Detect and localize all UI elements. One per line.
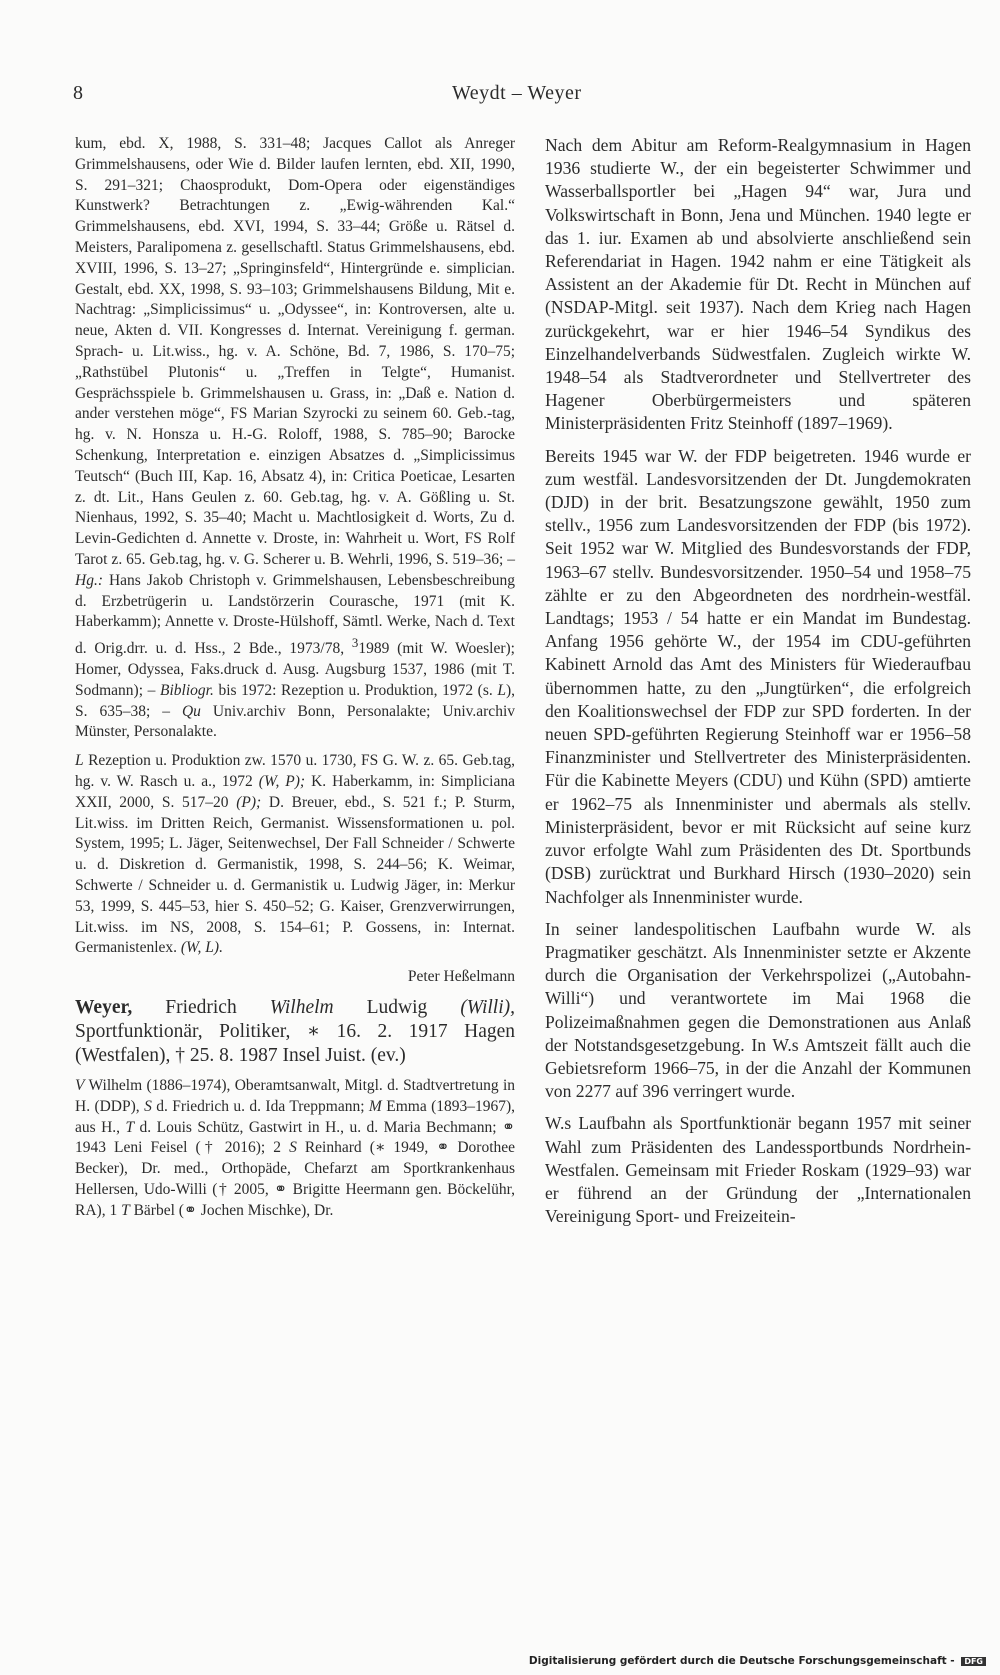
hg-text-continued: 1989 (mit W. Woesler); Homer, Odyssea, Faks.druck d. Ausg. Augsburg 1537, 1986 (mit T. Sodmann); – [75,640,515,699]
entry-given-3: Ludwig [366,997,428,1019]
lit-text-1: Rezeption u. Produktion zw. 1570 u. 1730, FS G. W. z. 65. Geb.tag, hg. v. W. Rasch u. a., 1972 [75,752,515,791]
left-column [75,134,515,1230]
gen-v: V [75,1077,85,1095]
right-column [545,134,971,1237]
lit-wp-ref: (W, P); [258,773,306,791]
body-paragraph: In seiner landespolitischen Laufbahn wurde W. als Pragmatiker geschätzt. Als Innenminister setzte er Akzente durch die Organisation der Verkehrspolizei („Autobahn-Willi“) und verantwortete im Mai 1968 die Polizeimaßnahmen gegen die Demonstrationen aus Anlaß der Notstandsgesetzgebung. In W.s Amtszeit fällt auch die Gebietsreform 1966–75, in der die Anzahl der Kommunen von 2277 auf 396 verringert wurde. [545,918,971,1102]
qu-text: Univ.archiv Bonn, Personalakte; Univ.archiv Münster, Personalakte. [75,702,515,741]
literature-paragraph [75,751,515,959]
gen-s: S [144,1097,152,1115]
hg-label: Hg.: [75,571,103,589]
bibliogr-l-ref: L [497,681,506,699]
genealogy-paragraph [75,1076,515,1222]
entry-heading [75,996,515,1068]
gen-v-text: Wilhelm (1886–1974), Oberamtsanwalt, Mitgl. d. Stadtvertretung in H. (DDP), [75,1077,515,1115]
lit-text-2: K. Haberkamm, in: Simpliciana XXII, 2000, S. 517–20 [75,773,515,811]
footer-credit [529,1655,986,1667]
bibliogr-text: bis 1972: Rezeption u. Produktion, 1972 (s. [218,681,493,699]
edition-superscript: 3 [351,635,359,651]
gen-t-text: d. Louis Schütz, Gastwirt in H., u. d. Maria Bechmann; ⚭ 1943 Leni Feisel († 2016); 2 [75,1118,516,1157]
body-paragraph: Bereits 1945 war W. der FDP beigetreten. 1946 wurde er zum westfäl. Landesvorsitzenden der Dt. Jungdemokraten (DJD) in der brit. Besatzungszone gewählt, 1950 zum stellv., 1956 zum Landesvorsitzenden der FDP (bis 1972). Seit 1952 war W. Mitglied des Bundesvorstands der FDP, 1963–67 stellv. Bundesvorsitzender. 1950–54 und 1958–75 zählte er zu den Abgeordneten des nordrhein-westfäl. Landtags; 1953 / 54 hatte er ein Mandat im Bundestag. Anfang 1956 gehörte W., der 1954 im CDU-geführten Kabinett Arnold das Amt des Ministers für Wiederaufbau übernommen hatte, zu den „Jungtürken“, die erfolgreich den Koalitionswechsel der FDP zur SPD forderten. In der neuen SPD-geführten Regierung Steinhoff war er 1956–58 Finanzminister und Stellvertreter des Ministerpräsidenten. Für die Kabinette Meyers (CDU) und Kühn (SPD) amtierte er 1962–75 als Innenminister und abermals als stellv. Ministerpräsident, bevor er mit Rücksicht auf seine kurz zuvor erfolgte Wahl zum Präsidenten des Dt. Sportbunds (DSB) zurücktrat und Burkhard Hirsch (1930–2020) sein Nachfolger als Innenminister wurde. [545,445,971,907]
lit-wl-ref: (W, L). [180,939,223,957]
gen-t2-text: Bärbel (⚭ Jochen Mischke), Dr. [133,1201,334,1219]
bibliography-paragraph [75,134,515,743]
entry-given-2: Wilhelm [269,997,334,1019]
dfg-logo: DFG [961,1657,986,1666]
bibliogr-label: Bibliogr. [160,681,214,699]
lit-label: L [75,752,84,770]
entry-description: Sportfunktionär, Politiker, ∗ 16. 2. 1917 Hagen (Westfalen), † 25. 8. 1987 Insel Juist. (ev.) [75,1021,515,1067]
gen-s-text: d. Friedrich u. d. Ida Treppmann; [156,1097,365,1115]
hg-text: Hans Jakob Christoph v. Grimmelshausen, Lebensbeschreibung d. Erzbetrügerin u. Landstörzerin Courasche, 1971 (mit K. Haberkamm); Annette v. Droste-Hülshoff, Sämtl. Werke, Nach d. Text d. Orig.drr. u. d. Hss., 2 Bde., 1973/78, [75,571,516,658]
bibliogr-text-continued: ), S. 635–38; – [75,681,516,720]
bibliography-text: kum, ebd. X, 1988, S. 331–48; Jacques Callot als Anreger Grimmelshausens, oder Wie d. Bilder laufen lernten, ebd. XII, 1990, S. 291–321; Chaosprodukt, Dom-Opera oder eigenständiges Kunstwerk? Betrachtungen z. „Ewig-währenden Kal.“ Grimmelshausens, ebd. XVI, 1994, S. 33–44; Größe u. Rätsel d. Meisters, Paralipomena z. gesellschaftl. Status Grimmelshausens, ebd. XVIII, 1996, S. 13–27; „Springinsfeld“, Hintergründe e. simplician. Gestalt, ebd. XX, 1998, S. 93–103; Grimmelshausens Bildung, Mit e. Nachtrag: „Simplicissimus“ u. „Odyssee“, in: Kontroversen, alte u. neue, Akten d. VII. Kongresses d. Internat. Vereinigung f. german. Sprach- u. Lit.wiss., hg. v. A. Schöne, Bd. 7, 1986, S. 170–75; „Rathstübel Plutonis“ u. „Treffen in Telgte“, Humanist. Gesprächsspiele b. Grimmelshausen u. Grass, in: „Daß e. Nation d. ander verstehen möge“, FS Marian Szyrocki zu seinem 60. Geb.-tag, hg. v. N. Honsza u. H.-G. Roloff, 1988, S. 785–90; Barocke Schenkung, Interpretation e. einzigen Absatzes d. „Simplicissimus Teutsch“ (Buch III, Kap. 16, Absatz 4), in: Critica Poeticae, Lesarten z. dt. Lit., Hans Geulen z. 60. Geb.tag, hg. v. A. Gößling u. St. Nienhaus, 1992, S. 35–40; Macht u. Machtlosigkeit d. Worts, Zu d. Levin-Gedichten d. Annette v. Droste, in: Wahrheit u. Wort, FS Rolf Tarot z. 65. Geb.tag, hg. v. G. Scherer u. B. Wehrli, 1996, S. 519–36; – [75,135,515,568]
gen-t: T [125,1118,135,1136]
gen-s2-text: Reinhard (∗ 1949, ⚭ Dorothee Becker), Dr. med., Orthopäde, Chefarzt am Sportkrankenhaus Hellersen, Udo-Willi († 2005, ⚭ Brigitte Heermann gen. Böckelühr, RA), 1 [75,1139,516,1219]
footer-credit-text: Digitalisierung gefördert durch die Deutsche Forschungsgemeinschaft - [528,1655,955,1667]
body-paragraph: Nach dem Abitur am Reform-Realgymnasium in Hagen 1936 studierte W., der ein begeisterter Schwimmer und Wasserballsportler bei „Hagen 94“ war, Jura und Volkswirtschaft in Bonn, Jena und München. 1940 legte er das 1. iur. Examen ab und absolvierte anschließend sein Referendariat in Hagen. 1942 nahm er eine Tätigkeit als Assistent an der Akademie für Dt. Recht in München auf (NSDAP-Mitgl. seit 1937). Nach dem Krieg nach Hagen zurückgekehrt, war er hier 1946–54 Syndikus des Einzelhandelverbands Südwestfalen. Zugleich wirkte W. 1948–54 als Stadtverordneter und Stellvertreter des Hagener Oberbürgermeisters und späteren Ministerpräsidenten Fritz Steinhoff (1897–1969). [545,135,971,434]
article-author: Peter Heßelmann [407,968,515,986]
gen-t2: T [121,1201,130,1219]
lit-text-3: D. Breuer, ebd., S. 521 f.; P. Sturm, Lit.wiss. im Dritten Reich, Germanist. Wissensformationen u. pol. System, 1995; L. Jäger, Seitenwechsel, Der Fall Schneider / Schwerte u. d. Diskretion d. Germanistik, 1998, S. 244–56; K. Weimar, Schwerte / Schneider u. d. Germanistik u. Ludwig Jäger, in: Merkur 53, 1999, S. 445–53, hier S. 450–52; G. Kaiser, Grenzverwirrungen, Lit.wiss. im NS, 2008, S. 154–61; P. Gossens, in: Internat. Germanistenlex. [75,793,516,957]
page-number: 8 [73,82,83,104]
gen-m: M [368,1097,382,1115]
entry-nickname: (Willi), [460,997,516,1019]
page-header [0,82,1000,112]
entry-surname: Weyer, [75,997,133,1019]
gen-s2: S [289,1139,297,1157]
gen-m-text: Emma (1893–1967), aus H., [75,1097,516,1136]
body-paragraph: W.s Laufbahn als Sportfunktionär begann 1957 mit seiner Wahl zum Präsidenten des Landessportbunds Nordrhein-Westfalen. Gemeinsam mit Frieder Roskam (1929–93) war er führend an der Gründung der „Internationalen Vereinigung Sport- und Freizeitein- [545,1113,971,1227]
entry-given-1: Friedrich [165,997,237,1019]
qu-label: Qu [181,702,201,720]
running-head: Weydt – Weyer [452,82,582,104]
lit-p-ref: (P); [236,793,262,811]
